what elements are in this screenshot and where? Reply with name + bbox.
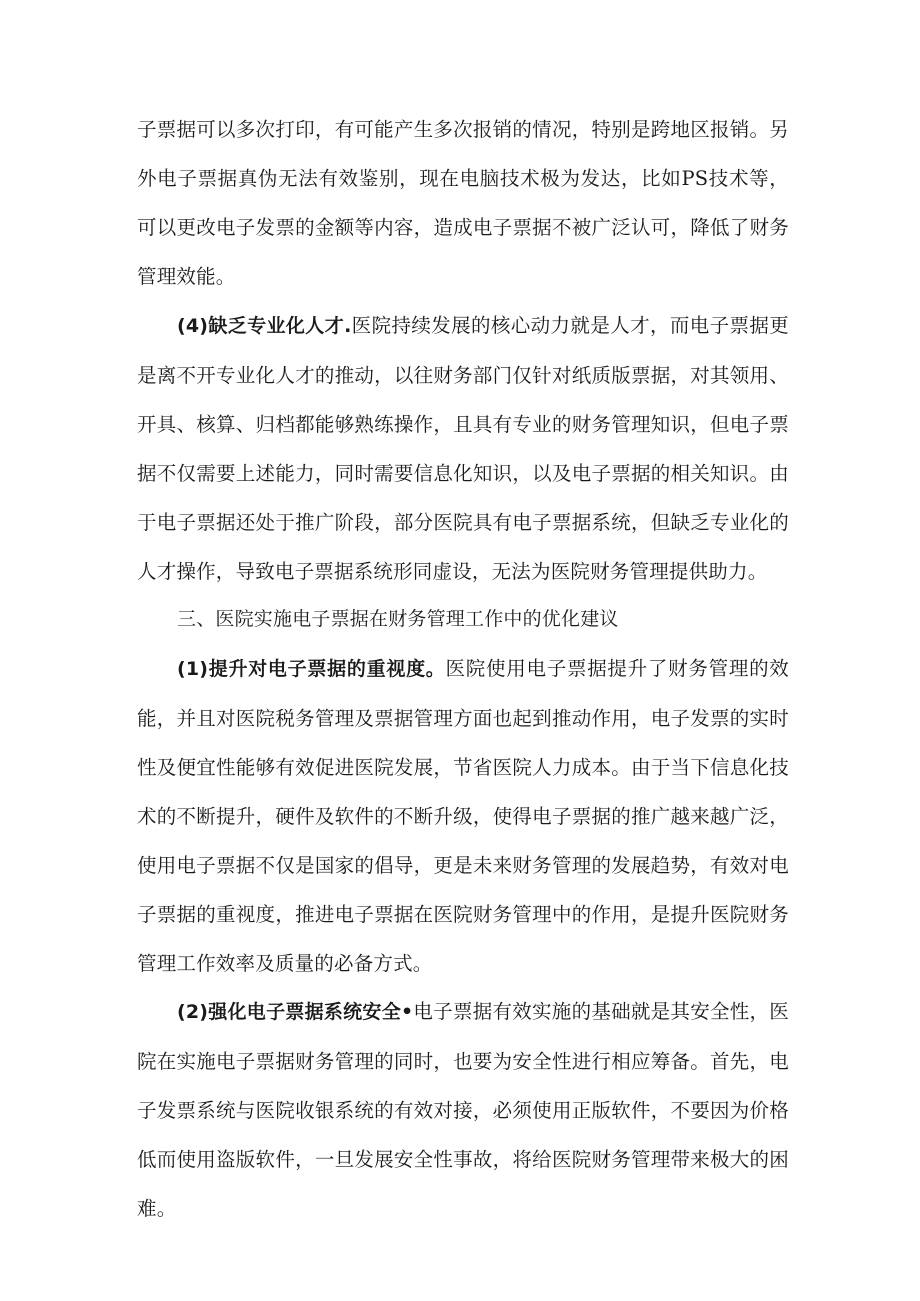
paragraph-system-security [137, 987, 789, 1233]
paragraph-electronic-receipt-risks [137, 105, 789, 301]
paragraph-lead-heading: (1)提升对电子票据的重视度。 [177, 658, 446, 680]
paragraph-text: 子票据可以多次打印，有可能产生多次报销的情况，特别是跨地区报销。另外电子票据真伪无法有效鉴别，现在电脑技术极为发达，比如PS技术等，可以更改电子发票的金额等内容，造成电子票据不被广泛认可，降低了财务管理效能。 [137, 118, 789, 288]
paragraph-raise-attention [137, 644, 789, 988]
paragraph-text: 医院使用电子票据提升了财务管理的效能，并且对医院税务管理及票据管理方面也起到推动作用，电子发票的实时性及便宜性能够有效促进医院发展，节省医院人力成本。由于当下信息化技术的不断提升，硬件及软件的不断升级，使得电子票据的推广越来越广泛，使用电子票据不仅是国家的倡导，更是未来财务管理的发展趋势，有效对电子票据的重视度，推进电子票据在医院财务管理中的作用，是提升医院财务管理工作效率及质量的必备方式。 [137, 657, 789, 975]
paragraph-lack-of-talent [137, 301, 789, 596]
paragraph-text: 医院持续发展的核心动力就是人才，而电子票据更是离不开专业化人才的推动，以往财务部门仅针对纸质版票据，对其领用、开具、核算、归档都能够熟练操作，且具有专业的财务管理知识，但电子票据不仅需要上述能力，同时需要信息化知识，以及电子票据的相关知识。由于电子票据还处于推广阶段，部分医院具有电子票据系统，但缺乏专业化的人才操作，导致电子票据系统形同虚设，无法为医院财务管理提供助力。 [137, 314, 789, 583]
paragraph-lead-heading: (2)强化电子票据系统安全• [177, 1001, 414, 1023]
paragraph-text: 电子票据有效实施的基础就是其安全性，医院在实施电子票据财务管理的同时，也要为安全性进行相应筹备。首先，电子发票系统与医院收银系统的有效对接，必须使用正版软件，不要因为价格低而使用盗版软件，一旦发展安全性事故，将给医院财务管理带来极大的困难。 [137, 1000, 789, 1220]
section-heading-optimization: 三、医院实施电子票据在财务管理工作中的优化建议 [177, 608, 619, 630]
paragraph-lead-heading: (4)缺乏专业化人才. [177, 315, 352, 337]
